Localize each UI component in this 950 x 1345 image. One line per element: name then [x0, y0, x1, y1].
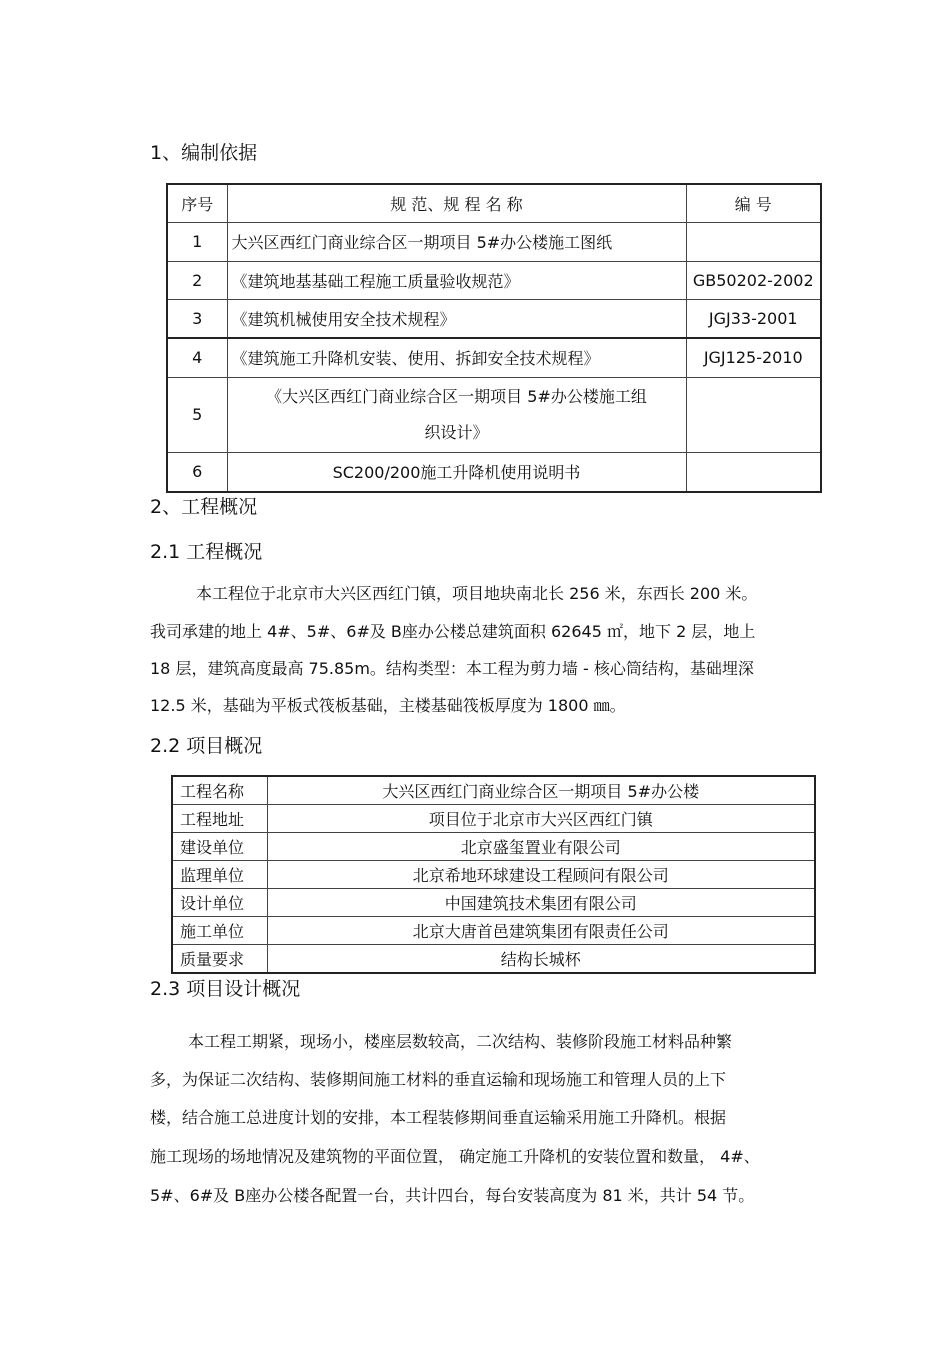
info-value: 北京大唐首邑建筑集团有限责任公司: [267, 917, 815, 945]
info-label: 质量要求: [172, 945, 267, 974]
paragraph-line: 施工现场的场地情况及建筑物的平面位置， 确定施工升降机的安装位置和数量， 4#、: [150, 1147, 760, 1166]
table-row: [167, 222, 821, 261]
paragraph-line: 楼，结合施工总进度计划的安排，本工程装修期间垂直运输采用施工升降机。根据: [150, 1108, 727, 1127]
table-row: [172, 776, 815, 805]
row-code: GB50202-2002: [686, 261, 821, 299]
row-name-line-1: 《大兴区西红门商业综合区一期项目 5#办公楼施工组: [266, 386, 647, 406]
row-name: SC200/200施工升降机使用说明书: [227, 452, 686, 492]
table-row: [167, 261, 821, 299]
row-code: [686, 452, 821, 492]
header-no: 序号: [167, 184, 227, 222]
row-name: 大兴区西红门商业综合区一期项目 5#办公楼施工图纸: [227, 222, 686, 261]
table-row: [172, 917, 815, 945]
row-code: [686, 222, 821, 261]
section-2-1-heading: 2.1 工程概况: [150, 541, 263, 563]
row-name: [227, 377, 686, 452]
paragraph-line: 12.5 米，基础为平板式筏板基础，主楼基础筏板厚度为 1800 ㎜。: [150, 696, 626, 715]
row-name: 《建筑施工升降机安装、使用、拆卸安全技术规程》: [227, 338, 686, 377]
info-value: 中国建筑技术集团有限公司: [267, 889, 815, 917]
row-no: 5: [167, 377, 227, 452]
header-code: 编 号: [686, 184, 821, 222]
row-code: [686, 377, 821, 452]
info-label: 工程名称: [172, 776, 267, 805]
info-value: 结构长城杯: [267, 945, 815, 974]
table-row: [172, 833, 815, 861]
paragraph-line: 多，为保证二次结构、装修期间施工材料的垂直运输和现场施工和管理人员的上下: [150, 1070, 727, 1089]
section-2-3-heading: 2.3 项目设计概况: [150, 978, 301, 1000]
row-no: 1: [167, 222, 227, 261]
row-no: 6: [167, 452, 227, 492]
paragraph-line: 5#、6#及 B座办公楼各配置一台，共计四台，每台安装高度为 81 米，共计 54 节。: [150, 1186, 755, 1205]
row-code: JGJ33-2001: [686, 299, 821, 338]
info-label: 监理单位: [172, 861, 267, 889]
section-1-heading: 1、编制依据: [150, 142, 258, 164]
info-value: 北京希地环球建设工程顾问有限公司: [267, 861, 815, 889]
info-label: 工程地址: [172, 805, 267, 833]
table-row: [167, 452, 821, 492]
table-row: [167, 338, 821, 377]
header-name: 规 范、规 程 名 称: [227, 184, 686, 222]
project-info-table: [171, 775, 816, 974]
paragraph-line: 本工程工期紧，现场小，楼座层数较高，二次结构、装修阶段施工材料品种繁: [188, 1032, 733, 1051]
row-no: 2: [167, 261, 227, 299]
section-2-heading: 2、工程概况: [150, 496, 258, 518]
table-row: [172, 945, 815, 974]
table-row: [167, 377, 821, 452]
info-value: 项目位于北京市大兴区西红门镇: [267, 805, 815, 833]
basis-table: [166, 183, 822, 493]
row-name: 《建筑机械使用安全技术规程》: [227, 299, 686, 338]
section-2-2-heading: 2.2 项目概况: [150, 735, 263, 757]
row-no: 3: [167, 299, 227, 338]
paragraph-line: 本工程位于北京市大兴区西红门镇，项目地块南北长 256 米，东西长 200 米。: [196, 584, 758, 603]
table-header-row: [167, 184, 821, 222]
row-no: 4: [167, 338, 227, 377]
info-label: 建设单位: [172, 833, 267, 861]
table-row: [172, 861, 815, 889]
row-name: 《建筑地基基础工程施工质量验收规范》: [227, 261, 686, 299]
paragraph-line: 18 层，建筑高度最高 75.85m。结构类型：本工程为剪力墙 - 核心筒结构，基础埋深: [150, 659, 754, 678]
table-row: [172, 805, 815, 833]
table-row: [172, 889, 815, 917]
row-name-line-2: 织设计》: [424, 422, 489, 442]
row-code: JGJ125-2010: [686, 338, 821, 377]
info-label: 施工单位: [172, 917, 267, 945]
info-label: 设计单位: [172, 889, 267, 917]
table-row: [167, 299, 821, 338]
info-value: 北京盛玺置业有限公司: [267, 833, 815, 861]
paragraph-line: 我司承建的地上 4#、5#、6#及 B座办公楼总建筑面积 62645 ㎡，地下 2 层，地上: [150, 622, 756, 641]
info-value: 大兴区西红门商业综合区一期项目 5#办公楼: [267, 776, 815, 805]
